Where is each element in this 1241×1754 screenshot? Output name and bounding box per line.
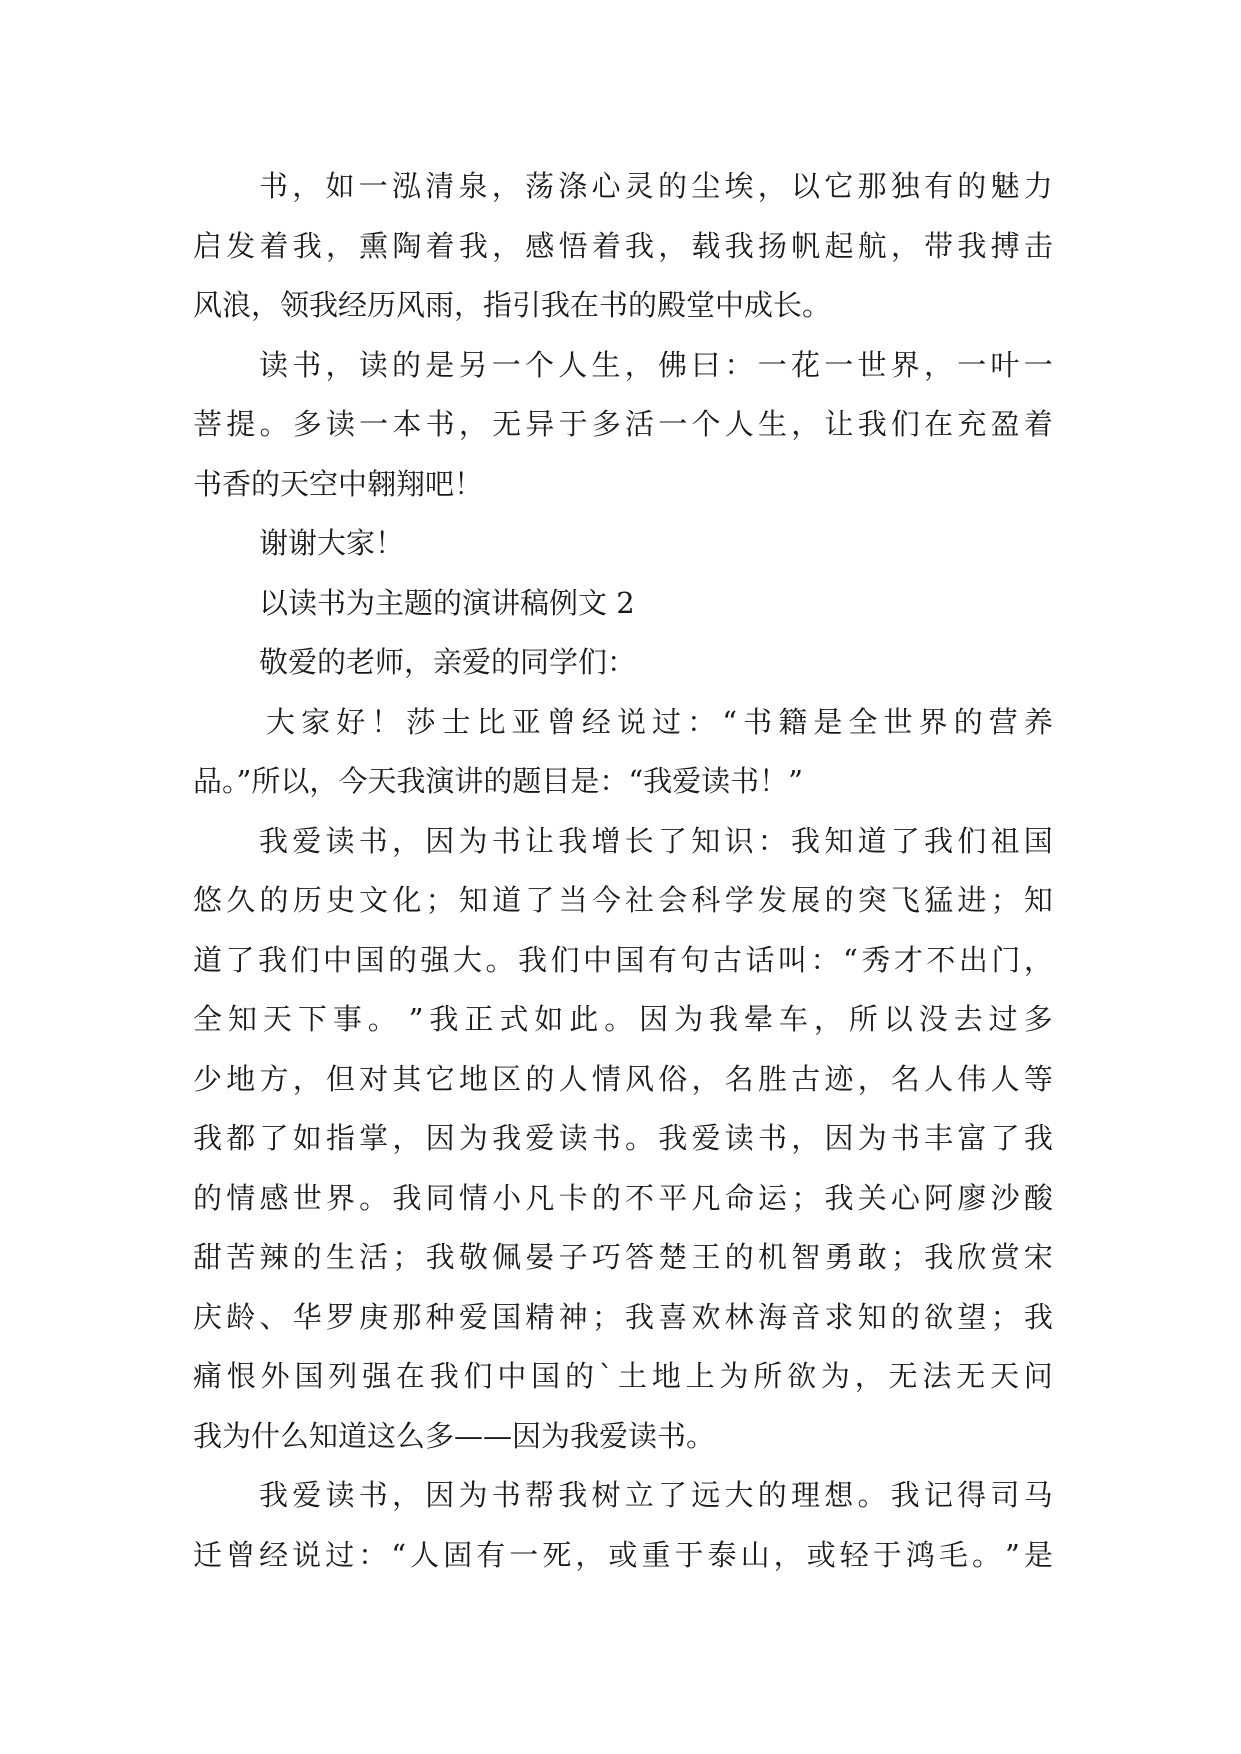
text-line: 少 地 方 ， 但 对 其 它 地 区 的 人 情 风 俗 ， 名 胜 古 迹 ， 名 人 伟 人 等 [193, 1061, 1053, 1096]
text-line: 道 了 我 们 中 国 的 强 大 。 我 们 中 国 有 句 古 话 叫 ： “ 秀 才 不 出 门 ， [193, 942, 1053, 977]
salutation: 敬爱的老师，亲爱的同学们： [259, 645, 637, 679]
text-line: 迁 曾 经 说 过 ： “ 人 固 有 一 死 ， 或 重 于 泰 山 ， 或 轻 于 鸿 毛 。 ” 是 [193, 1537, 1053, 1572]
text-line: 我 都 了 如 指 掌 ， 因 为 我 爱 读 书 。 我 爱 读 书 ， 因 为 书 丰 富 了 我 [193, 1121, 1053, 1155]
text-line: 书 ， 如 一 泓 清 泉 ， 荡 涤 心 灵 的 尘 埃 ， 以 它 那 独 有 的 魅 力 [259, 169, 1053, 203]
text-line: 我 爱 读 书 ， 因 为 书 帮 我 树 立 了 远 大 的 理 想 。 我 记 得 司 马 [259, 1478, 1053, 1512]
speech-text [193, 157, 1053, 1585]
text-line: 风浪，领我经历风雨，指引我在书的殿堂中成长。 [193, 288, 832, 322]
text-line: 我 爱 读 书 ， 因 为 书 让 我 增 长 了 知 识 ： 我 知 道 了 我 们 祖 国 [259, 823, 1053, 858]
text-line: 我为什么知道这么多——因为我爱读书。 [193, 1418, 716, 1453]
text-line: 书香的天空中翱翔吧！ [193, 466, 484, 501]
text-line: 痛 恨 外 国 列 强 在 我 们 中 国 的 ` 土 地 上 为 所 欲 为 ， 无 法 无 天 问 [193, 1359, 1053, 1393]
section-heading: 以读书为主题的演讲稿例文 2 [259, 585, 635, 620]
text-line: 大 家 好 ！ 莎 士 比 亚 曾 经 说 过 ： “ 书 籍 是 全 世 界 的 营 养 [266, 704, 1053, 739]
text-line: 的 情 感 世 界 。 我 同 情 小 凡 卡 的 不 平 凡 命 运 ； 我 关 心 阿 廖 沙 酸 [193, 1180, 1053, 1215]
text-line: 读 书 ， 读 的 是 另 一 个 人 生 ， 佛 曰 ： 一 花 一 世 界 ， 一 叶 一 [259, 347, 1053, 382]
text-line: 悠 久 的 历 史 文 化 ； 知 道 了 当 今 社 会 科 学 发 展 的 突 飞 猛 进 ； 知 [193, 883, 1053, 917]
text-line: 甜 苦 辣 的 生 活 ； 我 敬 佩 晏 子 巧 答 楚 王 的 机 智 勇 敢 ； 我 欣 赏 宋 [193, 1240, 1053, 1274]
text-line: 品。”所以，今天我演讲的题目是：“我爱读书！” [193, 764, 803, 798]
text-line: 菩 提 。 多 读 一 本 书 ， 无 异 于 多 活 一 个 人 生 ， 让 我 们 在 充 盈 着 [193, 407, 1053, 441]
text-line: 庆 龄 、 华 罗 庚 那 种 爱 国 精 神 ； 我 喜 欢 林 海 音 求 知 的 欲 望 ； 我 [193, 1299, 1053, 1334]
text-line: 全 知 天 下 事 。 ” 我 正 式 如 此 。 因 为 我 晕 车 ， 所 以 没 去 过 多 [193, 1002, 1053, 1036]
text-line: 谢谢大家！ [259, 526, 405, 560]
text-line: 启 发 着 我 ， 熏 陶 着 我 ， 感 悟 着 我 ， 载 我 扬 帆 起 航 ， 带 我 搏 击 [193, 228, 1053, 263]
